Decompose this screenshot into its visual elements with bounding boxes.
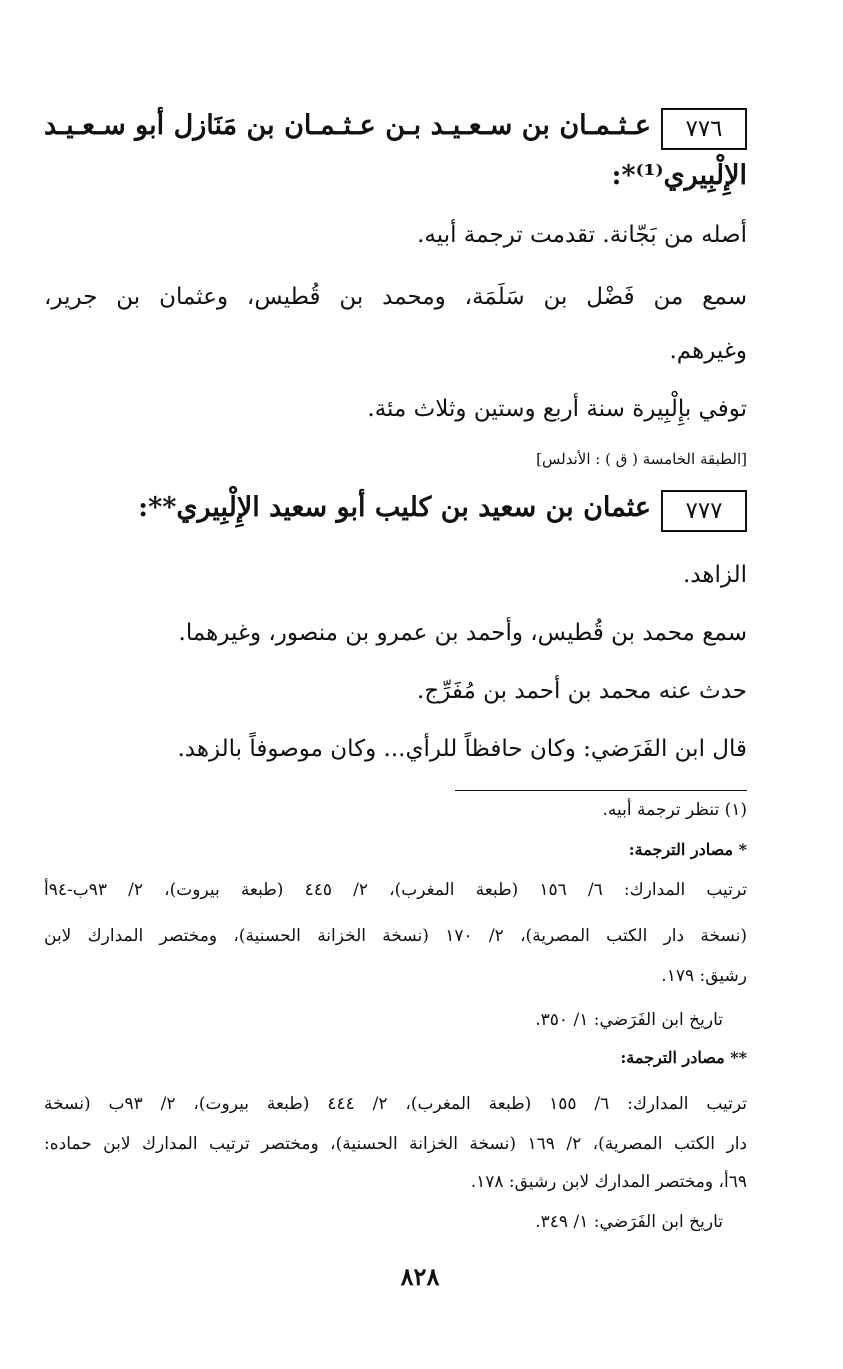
- paragraph: توفي بإِلْبِيرة سنة أربع وستين وثلاث مئة.: [367, 396, 747, 422]
- entry-heading: عـثـمـان بن سـعـيـد بـن عـثـمـان بن مَنَازل أبو سـعـيـد: [44, 110, 651, 141]
- footnote-line: (نسخة دار الكتب المصرية)، ٢/ ١٧٠ (نسخة الخزانة الحسنية)، ومختصر المدارك لابن: [44, 926, 747, 946]
- footnote-sources-title: ** مصادر الترجمة:: [620, 1048, 747, 1067]
- footnote-line: تاريخ ابن الفَرَضي: ١/ ٣٤٩.: [535, 1212, 723, 1232]
- page-number: ٨٢٨: [400, 1262, 440, 1291]
- footnote-line: رشيق: ١٧٩.: [661, 966, 747, 986]
- footnote-separator: [455, 790, 747, 791]
- entry-number-box: ٧٧٧: [661, 490, 747, 532]
- entry-heading: عثمان بن سعيد بن كليب أبو سعيد الإِلْبِيري**:: [138, 492, 651, 523]
- entry-number-box: ٧٧٦: [661, 108, 747, 150]
- paragraph-continued: وغيرهم.: [669, 338, 747, 364]
- footnote: (١) تنظر ترجمة أبيه.: [602, 800, 747, 820]
- footnote-line: تاريخ ابن الفَرَضي: ١/ ٣٥٠.: [535, 1010, 723, 1030]
- entry-heading-continued: الإِلْبِيري⁽¹⁾*:: [611, 160, 747, 191]
- paragraph: حدث عنه محمد بن أحمد بن مُفَرِّج.: [417, 678, 747, 704]
- paragraph: أصله من بَجّانة. تقدمت ترجمة أبيه.: [417, 222, 747, 248]
- footnote-sources-title: * مصادر الترجمة:: [628, 840, 747, 859]
- section-tag: [الطبقة الخامسة ( ق ) : الأندلس]: [536, 450, 747, 468]
- footnote-line: ٦٩أ، ومختصر المدارك لابن رشيق: ١٧٨.: [470, 1172, 747, 1192]
- paragraph: الزاهد.: [683, 562, 747, 588]
- paragraph: سمع من فَضْل بن سَلَمَة، ومحمد بن قُطيس، وعثمان بن جرير،: [44, 284, 747, 310]
- paragraph: سمع محمد بن قُطيس، وأحمد بن عمرو بن منصور، وغيرهما.: [178, 620, 747, 646]
- footnote-line: ترتيب المدارك: ٦/ ١٥٥ (طبعة المغرب)، ٢/ ٤٤٤ (طبعة بيروت)، ٢/ ٩٣ب (نسخة: [44, 1094, 748, 1114]
- footnote-line: ترتيب المدارك: ٦/ ١٥٦ (طبعة المغرب)، ٢/ ٤٤٥ (طبعة بيروت)، ٢/ ٩٣ب-٩٤أ: [44, 880, 748, 900]
- paragraph: قال ابن الفَرَضي: وكان حافظاً للرأي... وكان موصوفاً بالزهد.: [177, 736, 747, 762]
- footnote-line: دار الكتب المصرية)، ٢/ ١٦٩ (نسخة الخزانة الحسنية)، ومختصر ترتيب المدارك لابن حماده:: [44, 1134, 747, 1154]
